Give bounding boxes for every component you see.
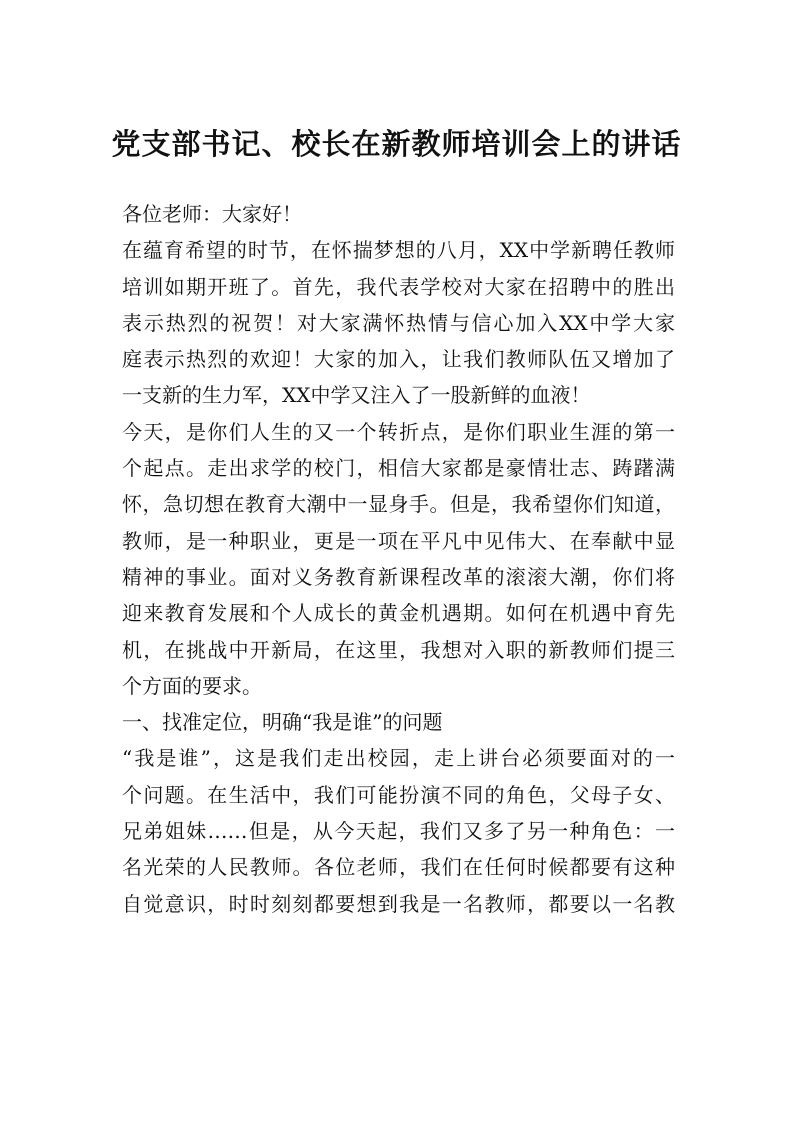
paragraph-line: 教师，是一种职业，更是一项在平凡中见伟大、在奉献中显 [122, 528, 675, 553]
paragraph-line: 一支新的生力军，XX中学又注入了一股新鲜的血液！ [122, 383, 591, 408]
document-title: 党支部书记、校长在新教师培训会上的讲话 [111, 127, 682, 161]
paragraph-line: 自觉意识，时时刻刻都要想到我是一名教师，都要以一名教 [122, 891, 675, 916]
paragraph-line: 精神的事业。面对义务教育新课程改革的滚滚大潮，你们将 [122, 564, 675, 589]
paragraph-line: 今天，是你们人生的又一个转折点，是你们职业生涯的第一 [122, 419, 675, 444]
paragraph-line: 在蕴育希望的时节，在怀揣梦想的八月，XX中学新聘任教师 [122, 238, 675, 263]
paragraph-line: 个问题。在生活中，我们可能扮演不同的角色，父母子女、 [122, 782, 675, 807]
paragraph-line: 表示热烈的祝贺！对大家满怀热情与信心加入XX中学大家 [122, 310, 675, 335]
paragraph-line: 各位老师：大家好！ [122, 202, 302, 226]
paragraph-line: 怀，急切想在教育大潮中一显身手。但是，我希望你们知道， [122, 492, 675, 517]
document-body [122, 196, 675, 922]
paragraph-line: 兄弟姐妹……但是，从今天起，我们又多了另一种角色：一 [122, 819, 675, 844]
paragraph-line: 个方面的要求。 [122, 673, 262, 698]
paragraph-line: 庭表示热烈的欢迎！大家的加入，让我们教师队伍又增加了 [122, 347, 675, 372]
paragraph-line: 个起点。走出求学的校门，相信大家都是豪情壮志、踌躇满 [122, 456, 675, 481]
paragraph-line: 培训如期开班了。首先，我代表学校对大家在招聘中的胜出 [122, 274, 675, 299]
paragraph-line: 迎来教育发展和个人成长的黄金机遇期。如何在机遇中育先 [122, 601, 675, 626]
paragraph-line: “我是谁”，这是我们走出校园，走上讲台必须要面对的一 [122, 746, 675, 771]
paragraph-line: 一、找准定位，明确“我是谁”的问题 [122, 710, 443, 735]
paragraph-line: 名光荣的人民教师。各位老师，我们在任何时候都要有这种 [122, 855, 675, 880]
paragraph-line: 机，在挑战中开新局，在这里，我想对入职的新教师们提三 [122, 637, 675, 662]
